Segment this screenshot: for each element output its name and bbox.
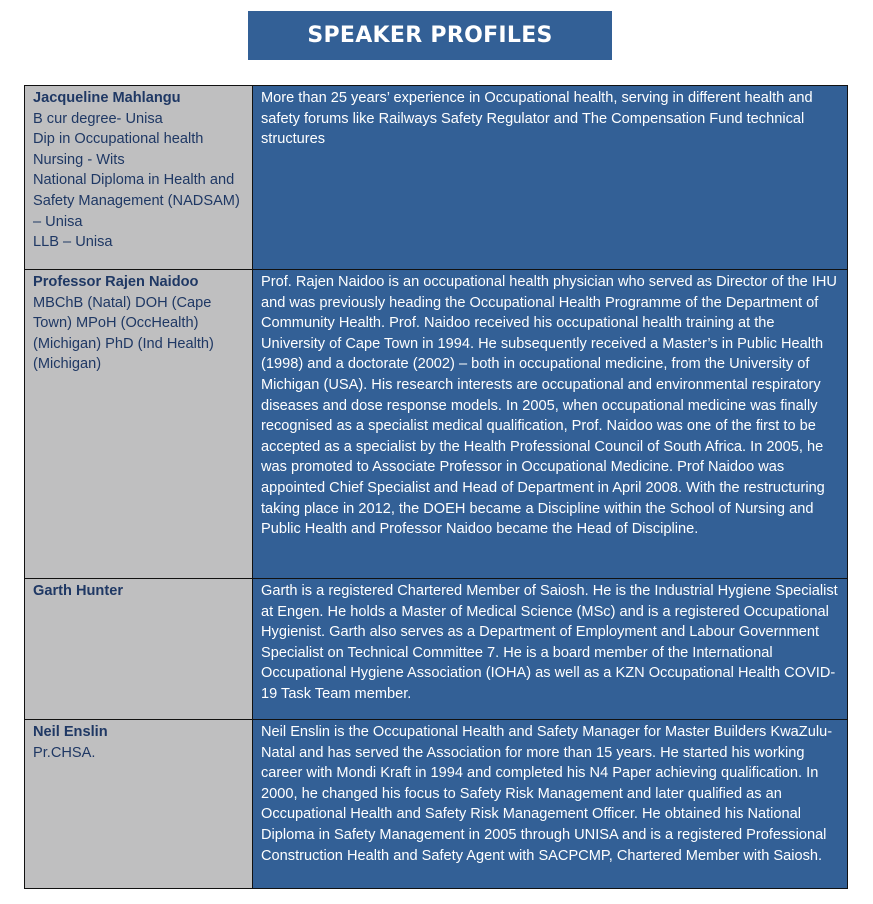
speaker-info-cell xyxy=(25,86,253,270)
speaker-name: Garth Hunter xyxy=(33,583,123,599)
speaker-profiles-table xyxy=(24,85,848,889)
speaker-info-cell xyxy=(25,579,253,720)
speaker-name: Jacqueline Mahlangu xyxy=(33,90,181,106)
speaker-name: Professor Rajen Naidoo xyxy=(33,274,199,290)
page-title-banner xyxy=(248,11,612,60)
page-title: SPEAKER PROFILES xyxy=(307,23,553,48)
speaker-credential: MBChB (Natal) DOH (Cape Town) MPoH (OccHealth) (Michigan) PhD (Ind Health) (Michigan) xyxy=(33,294,214,373)
speaker-name: Neil Enslin xyxy=(33,724,108,740)
speaker-bio-cell xyxy=(253,579,848,720)
speaker-bio: Neil Enslin is the Occupational Health and Safety Manager for Master Builders KwaZulu-Natal and has served the Association for more than 15 years. He started his working career with Mondi Kraft in 1994 and completed his N4 Paper achieving qualification. In 2000, he changed his focus to Safety Risk Management and later qualified as an Occupational Health and Safety Risk Management Officer. He obtained his National Diploma in Safety Management in 2005 through UNISA and is a registered Professional Construction Health and Safety Agent with SACPCMP, Chartered Member with Saiosh. xyxy=(261,724,833,864)
speaker-bio-cell xyxy=(253,86,848,270)
speaker-bio-cell xyxy=(253,720,848,889)
speaker-row xyxy=(25,720,848,889)
speaker-credential: National Diploma in Health and Safety Management (NADSAM) – Unisa xyxy=(33,172,240,230)
speaker-bio: More than 25 years’ experience in Occupational health, serving in different health and safety forums like Railways Safety Regulator and The Compensation Fund technical structures xyxy=(261,90,813,148)
speaker-row xyxy=(25,270,848,579)
speaker-row xyxy=(25,579,848,720)
speaker-bio: Garth is a registered Chartered Member of Saiosh. He is the Industrial Hygiene Specialist at Engen. He holds a Master of Medical Science (MSc) and is a registered Occupational Hygienist. Garth also serves as a Department of Employment and Labour Government Specialist on Technical Committee 7. He is a board member of the International Occupational Hygiene Association (IOHA) as well as a KZN Occupational Health COVID-19 Task Team member. xyxy=(261,583,838,702)
speaker-bio: Prof. Rajen Naidoo is an occupational health physician who served as Director of the IHU and was previously heading the Occupational Health Programme of the Department of Community Health. Prof. Naidoo received his occupational health training at the University of Cape Town in 1994. He subsequently received a Master’s in Public Health (1998) and a doctorate (2002) – both in occupational medicine, from the University of Michigan (USA). His research interests are occupational and environmental respiratory diseases and dose response models. In 2005, when occupational medicine was finally recognised as a specialist medical qualification, Prof. Naidoo was one of the first to be accepted as a specialist by the Health Professional Council of South Africa. In 2005, he was promoted to Associate Professor in Occupational Medicine. Prof Naidoo was appointed Chief Specialist and Head of Department in April 2008. With the restructuring taking place in 2012, the DOEH became a Discipline within the School of Nursing and Public Health and Professor Naidoo became the Head of Discipline. xyxy=(261,274,837,538)
speaker-credential: B cur degree- Unisa xyxy=(33,110,163,127)
speaker-credential: Dip in Occupational health Nursing - Wits xyxy=(33,131,204,168)
speaker-info-cell xyxy=(25,270,253,579)
speaker-credential: LLB – Unisa xyxy=(33,234,113,251)
speaker-credential: Pr.CHSA. xyxy=(33,744,96,761)
speaker-row xyxy=(25,86,848,270)
speaker-info-cell xyxy=(25,720,253,889)
speaker-bio-cell xyxy=(253,270,848,579)
